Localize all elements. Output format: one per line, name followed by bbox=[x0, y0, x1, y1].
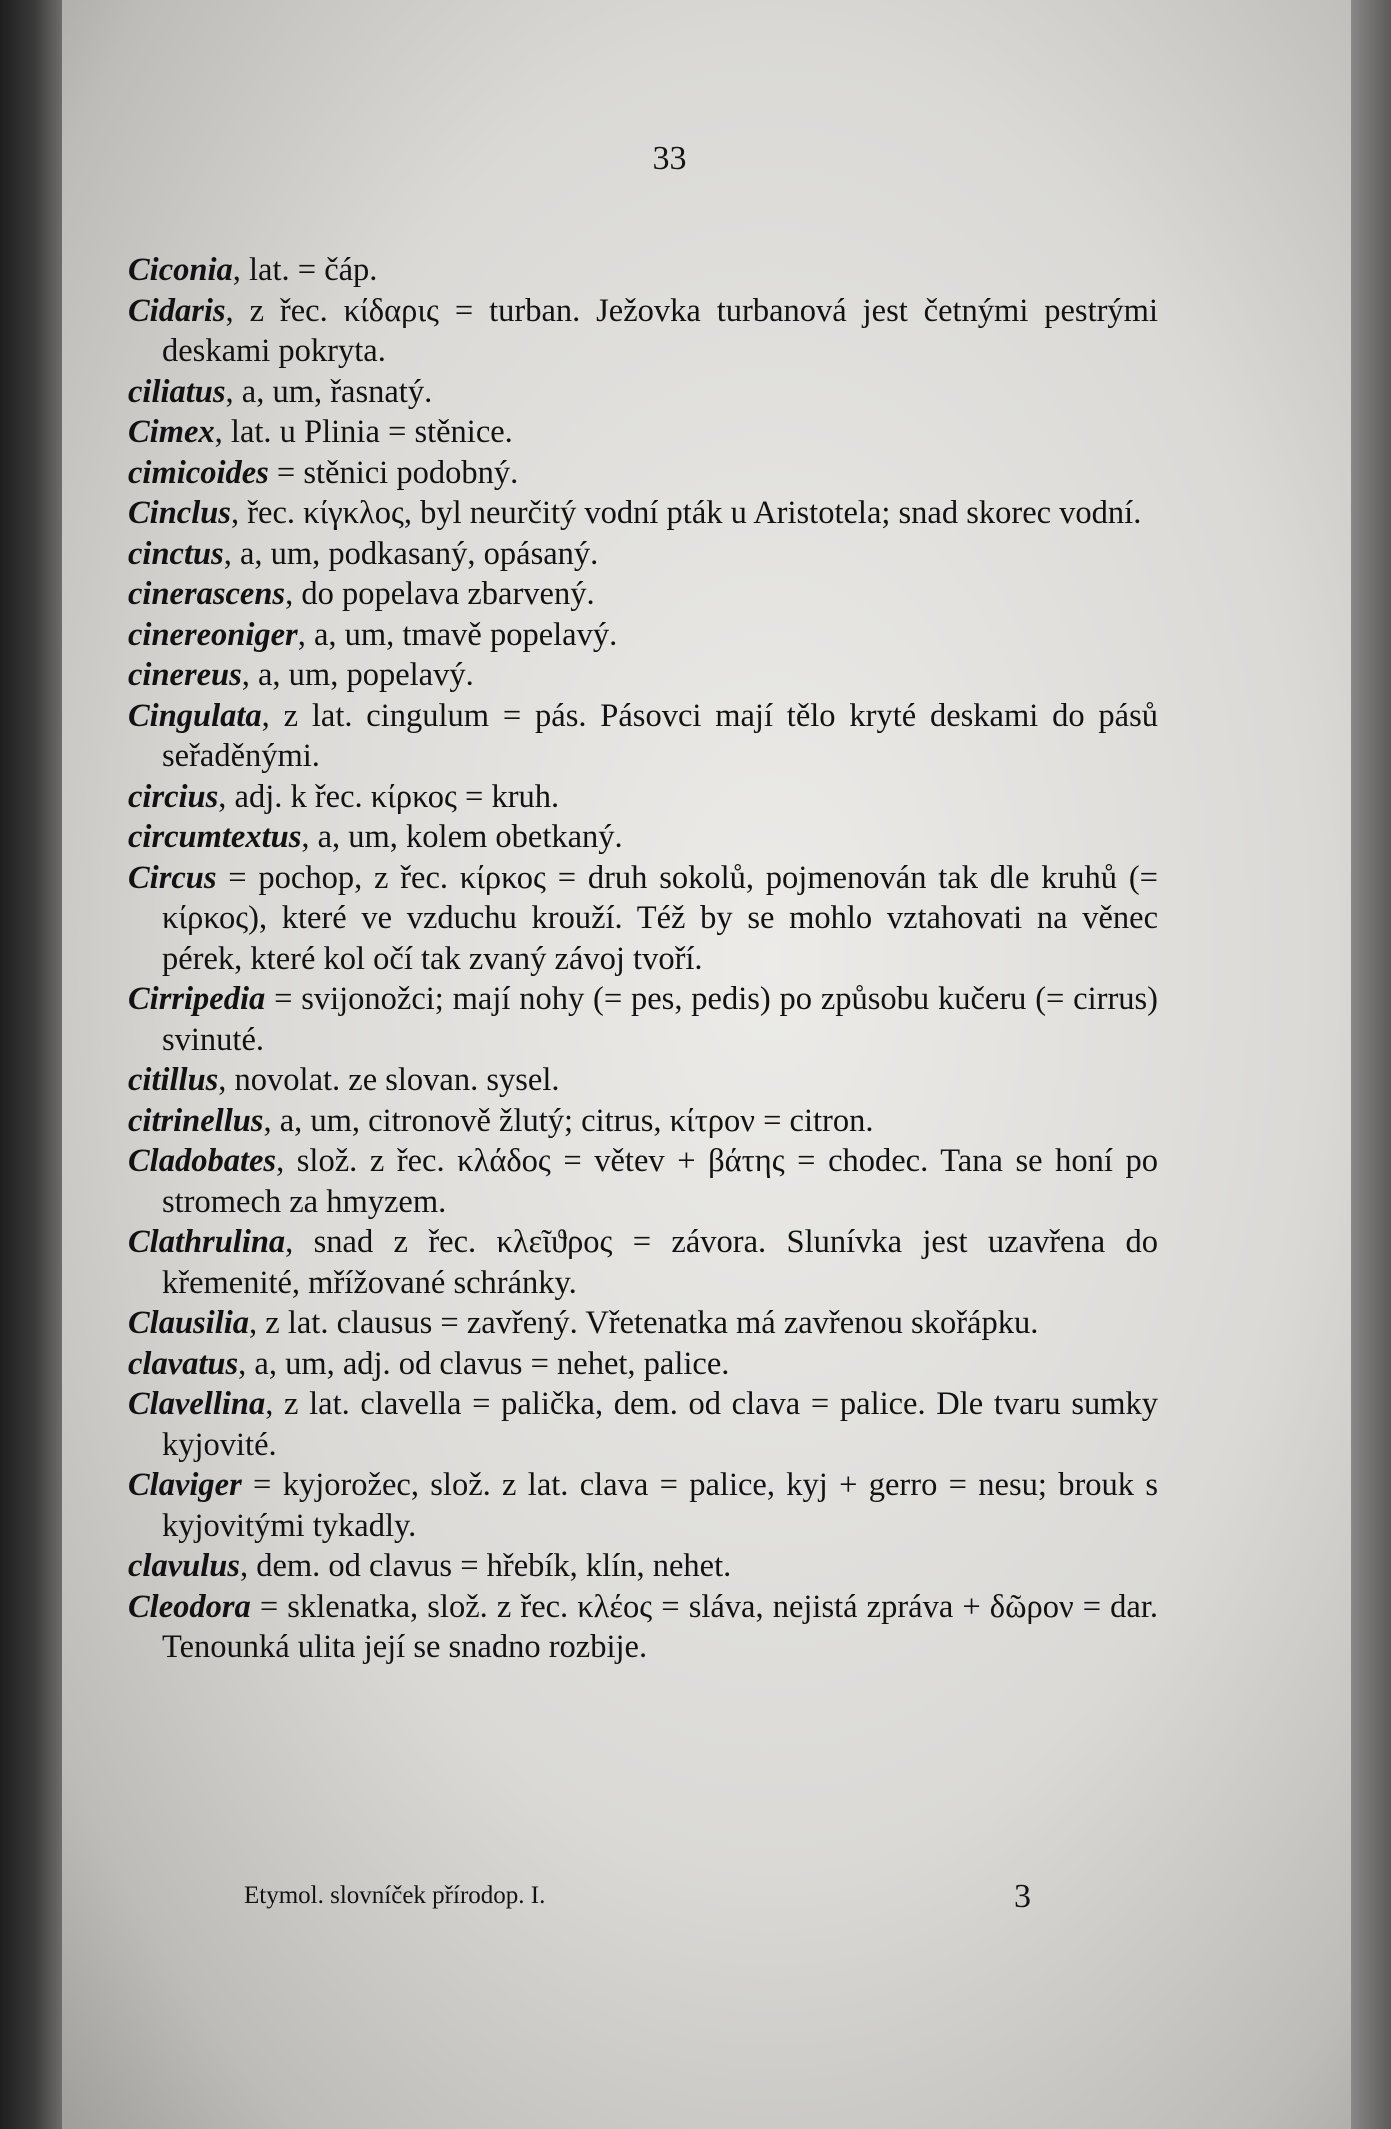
entry-headword: ciliatus bbox=[128, 373, 226, 410]
entry-headword: Clavellina bbox=[128, 1386, 266, 1422]
dictionary-entry bbox=[128, 1587, 1158, 1668]
entry-headword: cinereoniger bbox=[128, 616, 298, 653]
dictionary-entry bbox=[128, 574, 1158, 615]
entry-headword: cinctus bbox=[128, 535, 224, 572]
entry-definition: , snad z řec. κλεῖϑρος = závora. Slunívka jest uzavřena do křemenité, mřížované schránky. bbox=[162, 1224, 1158, 1301]
dictionary-entry bbox=[128, 534, 1158, 575]
entry-headword: Cleodora bbox=[128, 1588, 251, 1625]
entry-headword: Ciconia bbox=[128, 252, 233, 288]
page-number: 33 bbox=[652, 140, 687, 177]
dictionary-entry bbox=[128, 1303, 1158, 1344]
dictionary-entry bbox=[128, 655, 1158, 696]
entry-definition: , z lat. clausus = zavřený. Vřetenatka má zavřenou skořápku. bbox=[249, 1305, 1039, 1341]
entry-headword: circumtextus bbox=[128, 819, 302, 855]
book-page bbox=[62, 0, 1351, 2129]
dictionary-entry bbox=[128, 1101, 1158, 1142]
entry-headword: cimicoides bbox=[128, 454, 269, 491]
dictionary-entry bbox=[128, 696, 1158, 777]
entry-headword: circius bbox=[128, 778, 219, 815]
dictionary-entry bbox=[128, 453, 1158, 494]
entry-definition: = stěnici podobný. bbox=[268, 454, 519, 491]
entry-definition: , z lat. clavella = palička, dem. od clava = palice. Dle tvaru sumky kyjovité. bbox=[162, 1386, 1158, 1463]
dictionary-entry bbox=[128, 817, 1158, 858]
entry-headword: Clausilia bbox=[128, 1305, 250, 1341]
entry-definition: , a, um, popelavý. bbox=[241, 657, 474, 693]
entry-headword: clavulus bbox=[128, 1548, 240, 1584]
dictionary-entry bbox=[128, 493, 1158, 534]
scan-edge-right bbox=[1351, 0, 1391, 2129]
dictionary-entry bbox=[128, 250, 1158, 291]
entry-headword: Cingulata bbox=[128, 697, 262, 734]
entry-definition: , dem. od clavus = hřebík, klín, nehet. bbox=[239, 1548, 732, 1584]
dictionary-entry bbox=[128, 1546, 1158, 1587]
footer-signature-mark: 3 bbox=[1014, 1878, 1031, 1915]
entry-definition: , řec. κίγκλος, byl neurčitý vodní pták u Aristotela; snad skorec vodní. bbox=[230, 495, 1142, 531]
entry-headword: clavatus bbox=[128, 1345, 239, 1382]
dictionary-entries bbox=[128, 250, 1158, 1668]
entry-headword: Clathrulina bbox=[128, 1224, 286, 1260]
entry-definition: , lat. = čáp. bbox=[232, 252, 378, 288]
entry-headword: cinereus bbox=[128, 657, 242, 693]
entry-headword: cinerascens bbox=[128, 576, 286, 612]
entry-definition: = pochop, z řec. κίρκος = druh sokolů, pojmenován tak dle kruhů (= κίρκος), které ve vzduchu krouží. Též by se mohlo vztahovati na věnec pérek, které kol očí tak zvaný závoj tvoří. bbox=[162, 859, 1158, 977]
entry-definition: , do popelava zbarvený. bbox=[285, 576, 595, 612]
entry-headword: Claviger bbox=[128, 1467, 242, 1503]
entry-headword: Cinclus bbox=[128, 495, 231, 531]
entry-headword: Circus bbox=[128, 859, 217, 896]
dictionary-entry bbox=[128, 1465, 1158, 1546]
entry-headword: Cimex bbox=[128, 414, 215, 450]
dictionary-entry bbox=[128, 1344, 1158, 1385]
entry-definition: , slož. z řec. κλάδος = větev + βάτης = chodec. Tana se honí po stromech za hmyzem. bbox=[162, 1143, 1158, 1220]
entry-definition: , a, um, podkasaný, opásaný. bbox=[223, 535, 599, 572]
entry-headword: Cladobates bbox=[128, 1143, 277, 1179]
dictionary-entry bbox=[128, 291, 1158, 372]
dictionary-entry bbox=[128, 858, 1158, 980]
dictionary-entry bbox=[128, 1384, 1158, 1465]
entry-headword: Cidaris bbox=[128, 292, 226, 329]
dictionary-entry bbox=[128, 777, 1158, 818]
entry-definition: , adj. k řec. κίρκος = kruh. bbox=[218, 778, 560, 815]
entry-definition: = svijonožci; mají nohy (= pes, pedis) po způsobu kučeru (= cirrus) svinuté. bbox=[162, 981, 1158, 1058]
entry-headword: Cirripedia bbox=[128, 981, 266, 1017]
entry-definition: = kyjorožec, slož. z lat. clava = palice, kyj + gerro = nesu; brouk s kyjovitými tykadly. bbox=[162, 1467, 1158, 1544]
dictionary-entry bbox=[128, 372, 1158, 413]
entry-definition: , a, um, kolem obetkaný. bbox=[301, 819, 623, 855]
entry-definition: , a, um, tmavě popelavý. bbox=[297, 616, 618, 653]
entry-headword: citrinellus bbox=[128, 1102, 264, 1139]
entry-definition: , z řec. κίδαρις = turban. Ježovka turbanová jest četnými pestrými deskami pokryta. bbox=[162, 292, 1158, 369]
dictionary-entry bbox=[128, 1141, 1158, 1222]
footer-book-title: Etymol. slovníček přírodop. I. bbox=[244, 1882, 546, 1909]
entry-definition: , lat. u Plinia = stěnice. bbox=[214, 414, 513, 450]
entry-definition: , a, um, citronově žlutý; citrus, κίτρον = citron. bbox=[263, 1102, 874, 1139]
entry-definition: , a, um, řasnatý. bbox=[225, 373, 433, 410]
scan-edge-left bbox=[0, 0, 62, 2129]
entry-definition: , z lat. cingulum = pás. Pásovci mají tělo kryté deskami do pásů seřaděnými. bbox=[162, 697, 1158, 774]
dictionary-entry bbox=[128, 615, 1158, 656]
dictionary-entry bbox=[128, 979, 1158, 1060]
dictionary-entry bbox=[128, 1060, 1158, 1101]
entry-definition: = sklenatka, slož. z řec. κλέος = sláva, nejistá zpráva + δῶρον = dar. Tenounká ulita její se snadno rozbije. bbox=[162, 1588, 1158, 1665]
dictionary-entry bbox=[128, 1222, 1158, 1303]
dictionary-entry bbox=[128, 412, 1158, 453]
entry-definition: , novolat. ze slovan. sysel. bbox=[218, 1062, 560, 1098]
entry-headword: citillus bbox=[128, 1062, 219, 1098]
entry-definition: , a, um, adj. od clavus = nehet, palice. bbox=[238, 1345, 730, 1382]
